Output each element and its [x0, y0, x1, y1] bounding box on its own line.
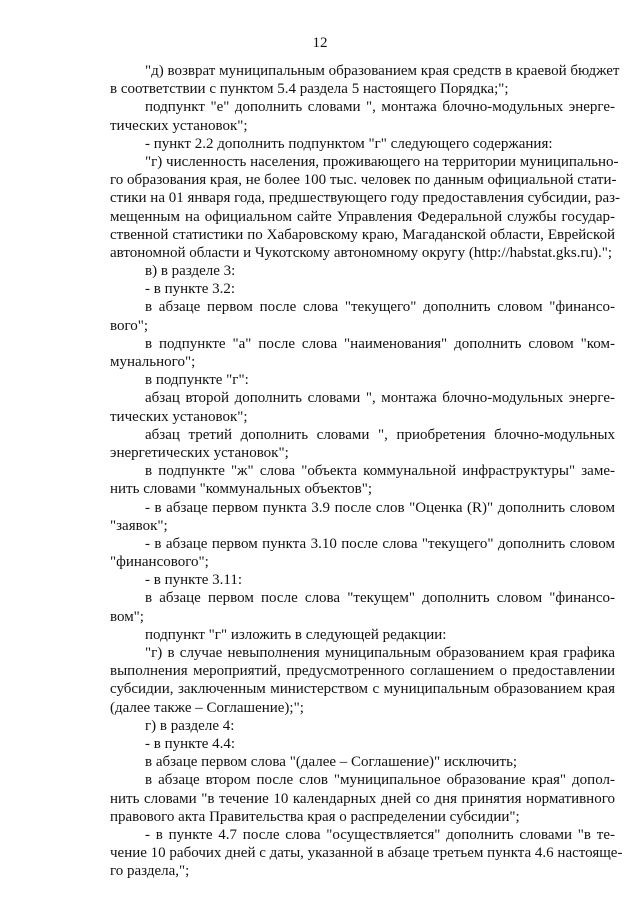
text-line: нить словами "коммунальных объектов"; [110, 481, 372, 498]
text-line: "финансового"; [110, 554, 209, 571]
text-line: (далее также – Соглашение);"; [110, 699, 304, 716]
text-line: подпункт "г" изложить в следующей редакции: [145, 626, 447, 643]
text-line: г) в разделе 4: [145, 717, 235, 734]
text-line: в абзаце первом слова "(далее – Соглашение)" исключить; [145, 754, 518, 771]
text-line: вом"; [110, 608, 144, 625]
text-line: - в пункте 4.4: [145, 735, 236, 752]
text-line: го образования края, не более 100 тыс. человек по данным официальной стати- [110, 172, 617, 189]
text-line: нить словами "в течение 10 календарных дней со дня принятия нормативного [110, 790, 615, 807]
text-line: вого"; [110, 317, 149, 334]
text-line: "г) численность населения, проживающего на территории муниципально- [145, 153, 619, 170]
text-line: чение 10 рабочих дней с даты, указанной в абзаце третьем пункта 4.6 настояще- [110, 845, 623, 862]
text-line: абзац второй дополнить словами ", монтажа блочно-модульных энерге- [145, 390, 615, 407]
text-line: - в пункте 3.2: [145, 281, 236, 298]
text-line: "г) в случае невыполнения муниципальным образованием края графика [145, 645, 615, 661]
text-line: в подпункте "ж" слова "объекта коммунальной инфраструктуры" заме- [145, 463, 615, 480]
page-number: 12 [312, 35, 328, 51]
text-line: в абзаце первом после слова "текущего" дополнить словом "финансо- [145, 299, 615, 316]
text-line: подпункт "е" дополнить словами ", монтажа блочно-модульных энерге- [145, 99, 615, 116]
document-body [110, 62, 623, 880]
text-line: в абзаце первом после слова "текущем" дополнить словом "финансо- [145, 590, 615, 607]
text-line: в абзаце втором после слов "муниципальное образование края" допол- [145, 772, 615, 789]
text-line: в подпункте "а" после слова "наименования" дополнить словом "ком- [145, 335, 615, 352]
text-line: "заявок"; [110, 517, 168, 534]
text-line: тических установок"; [110, 408, 248, 425]
text-line: субсидии, заключенным министерством с муниципальным образованием края [110, 681, 615, 698]
text-line: мунального"; [110, 354, 196, 370]
text-line: автономной области и Чукотскому автономному округу (http://habstat.gks.ru)."; [110, 244, 613, 261]
text-line: "д) возврат муниципальным образованием края средств в краевой бюджет [145, 63, 620, 79]
text-line: в соответствии с пунктом 5.4 раздела 5 настоящего Порядка;"; [110, 81, 509, 98]
text-line: - в пункте 4.7 после слова "осуществляется" дополнить словами "в те- [145, 826, 615, 843]
text-line: - в абзаце первом пункта 3.10 после слова "текущего" дополнить словом [145, 535, 615, 552]
text-line: абзац третий дополнить словами ", приобретения блочно-модульных [145, 426, 615, 443]
text-line: - в пункте 3.11: [145, 572, 243, 589]
text-line: тических установок"; [110, 117, 248, 134]
text-line: в подпункте "г": [145, 372, 249, 389]
text-line: го раздела,"; [110, 863, 190, 880]
text-line: ственной статистики по Хабаровскому краю, Магаданской области, Еврейской [110, 226, 615, 243]
text-line: - пункт 2.2 дополнить подпунктом "г" следующего содержания: [145, 135, 553, 152]
text-line: - в абзаце первом пункта 3.9 после слов "Оценка (R)" дополнить словом [145, 499, 615, 516]
text-line: выполнения мероприятий, предусмотренного соглашением о предоставлении [110, 663, 615, 680]
text-line: стики на 01 января года, предшествующего году предоставления субсидии, раз- [110, 190, 621, 207]
text-line: энергетических установок"; [110, 444, 289, 461]
text-line: в) в разделе 3: [145, 263, 236, 280]
text-line: мещенным на официальном сайте Управления Федеральной службы государ- [110, 208, 615, 225]
text-line: правового акта Правительства края о распределении субсидии"; [110, 808, 520, 825]
